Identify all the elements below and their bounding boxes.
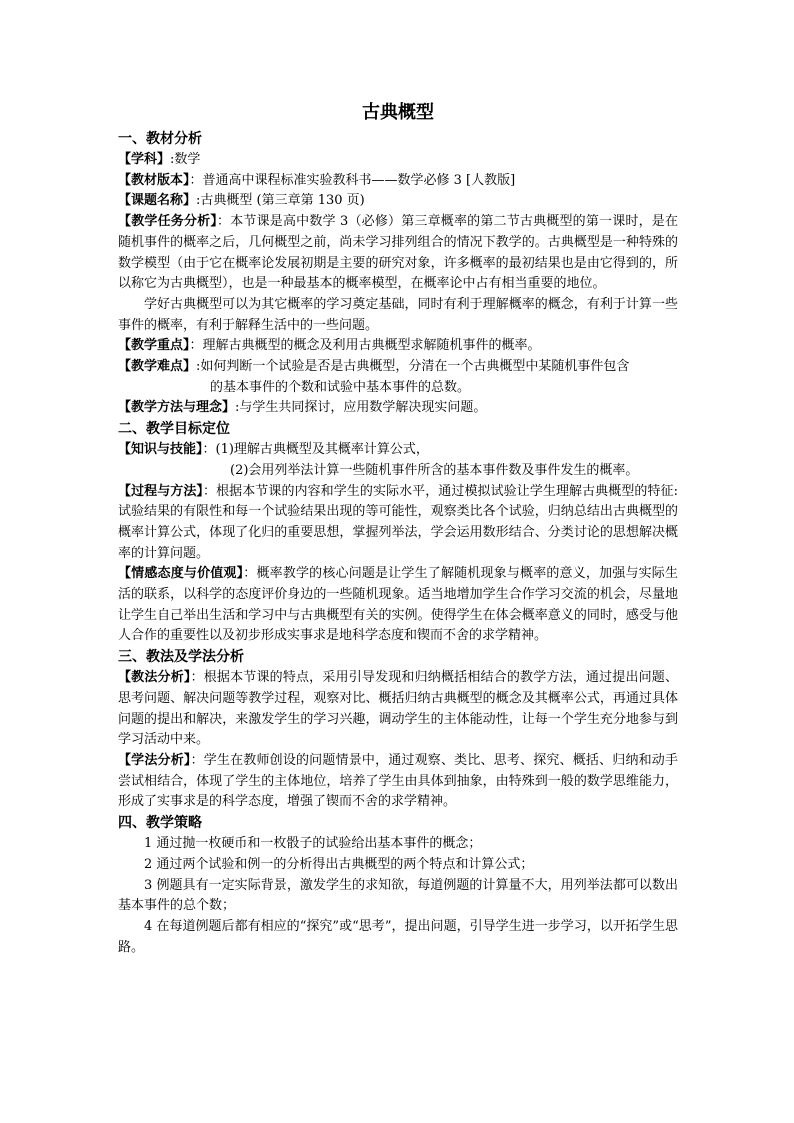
edition-line	[118, 171, 678, 192]
difficulty-label: 【教学难点】	[118, 359, 197, 375]
emotion-label: 【情感态度与价值观】	[118, 566, 244, 582]
difficulty-line-2: 的基本事件的个数和试验中基本事件的总数。	[210, 379, 471, 395]
teaching-method-paragraph	[118, 668, 678, 751]
edition-value: ：普通高中课程标准实验教科书——数学必修 3 [人教版]	[189, 172, 516, 188]
key-point-value: ：理解古典概型的概念及利用古典概型求解随机事件的概率。	[189, 338, 541, 354]
key-point-label: 【教学重点】	[118, 338, 190, 354]
document-title: 古典概型	[362, 102, 434, 123]
method-value: :与学生共同探讨，应用数学解决现实问题。	[235, 400, 487, 416]
task-analysis-paragraph	[118, 212, 678, 295]
lesson-line	[118, 191, 678, 212]
knowledge-value: ：(1)理解古典概型及其概率计算公式，	[202, 442, 429, 458]
knowledge-label: 【知识与技能】	[118, 442, 203, 458]
knowledge-line	[118, 440, 678, 461]
process-value: ：根据本节课的内容和学生的实际水平，通过模拟试验让学生理解古典概型的特征: 试验结果的有限性和每一个试验结果出现的等可能性，观察类比各个试验，归纳总结出古典概型的概率计算公式，体现了化归的重要思想，掌握列举法，学会运用数形结合、分类讨论的思想解决概率的计算问题。	[118, 483, 678, 561]
section-heading-teaching-objectives: 二、教学目标定位	[118, 421, 230, 438]
teaching-method-value: ：根据本节课的特点，采用引导发现和归纳概括相结合的教学方法，通过提出问题、思考问题、解决问题等教学过程，观察对比、概括归纳古典概型的概念及其概率公式，再通过具体问题的提出和解决，来激发学生的学习兴趣，调动学生的主体能动性，让每一个学生充分地参与到学习活动中来。	[118, 670, 678, 748]
teaching-method-label: 【教法分析】	[118, 670, 191, 686]
lesson-label: 【课题名称】	[118, 193, 197, 209]
process-paragraph	[118, 482, 678, 565]
difficulty-value: :如何判断一个试验是否是古典概型，分清在一个古典概型中某随机事件包含	[196, 359, 630, 375]
task-value: ：本节课是高中数学 3（必修）第三章概率的第二节古典概型的第一课时，是在随机事件的概率之后，几何概型之前，尚未学习排列组合的情况下教学的。古典概型是一种特殊的数学模型（由于它在概率论发展初期是主要的研究对象，许多概率的最初结果也是由它得到的，所以称它为古典概型），也是一种最基本的概率模型，在概率论中占有相当重要的地位。	[118, 214, 678, 292]
section-heading-textbook-analysis: 一、教材分析	[118, 131, 202, 147]
emotion-paragraph	[118, 564, 678, 647]
emotion-value: ：概率教学的核心问题是让学生了解随机现象与概率的意义，加强与实际生活的联系，以科学的态度评价身边的一些随机现象。适当地增加学生合作学习交流的机会，尽量地让学生自己举出生活和学习中与古典概型有关的实例。使得学生在体会概率意义的同时，感受与他人合作的重要性以及初步形成实事求是地科学态度和锲而不舍的求学精神。	[118, 566, 678, 644]
knowledge-line-2: (2)会用列举法计算一些随机事件所含的基本事件数及事件发生的概率。	[230, 462, 639, 478]
subject-line	[118, 150, 678, 171]
learning-method-label: 【学法分析】	[118, 752, 191, 768]
process-label: 【过程与方法】	[118, 483, 204, 499]
strategy-item: 1 通过抛一枚硬币和一枚骰子的试验给出基本事件的概念；	[144, 836, 482, 852]
key-point-line	[118, 336, 678, 357]
strategy-item: 3 例题具有一定实际背景，激发学生的求知欲，每道例题的计算量不大，用列举法都可以数出基本事件的总个数；	[118, 877, 678, 914]
strategy-item: 2 通过两个试验和例一的分析得出古典概型的两个特点和计算公式；	[144, 856, 534, 872]
subject-label: 【学科】	[118, 152, 171, 167]
method-line	[118, 398, 678, 419]
learning-method-paragraph	[118, 751, 678, 813]
lesson-value: :古典概型 (第三章第 130 页)	[196, 193, 365, 209]
subject-value: :数学	[170, 152, 201, 167]
difficulty-line	[118, 357, 678, 378]
section-heading-strategy: 四、教学策略	[118, 815, 202, 832]
task-label: 【教学任务分析】	[118, 214, 218, 230]
edition-label: 【教材版本】	[118, 172, 190, 188]
task-analysis-paragraph-2: 学好古典概型可以为其它概率的学习奠定基础，同时有利于理解概率的概念，有利于计算一些事件的概率，有利于解释生活中的一些问题。	[118, 296, 678, 333]
strategy-item: 4 在每道例题后都有相应的“探究”或“思考”，提出问题，引导学生进一步学习，以开拓学生思路。	[118, 918, 678, 955]
learning-method-value: ：学生在教师创设的问题情景中，通过观察、类比、思考、探究、概括、归纳和动手尝试相结合，体现了学生的主体地位，培养了学生由具体到抽象，由特殊到一般的数学思维能力，形成了实事求是的科学态度，增强了锲而不舍的求学精神。	[118, 752, 678, 810]
method-label: 【教学方法与理念】	[118, 400, 236, 416]
section-heading-methods: 三、教法及学法分析	[118, 649, 244, 666]
document-page	[118, 100, 678, 958]
